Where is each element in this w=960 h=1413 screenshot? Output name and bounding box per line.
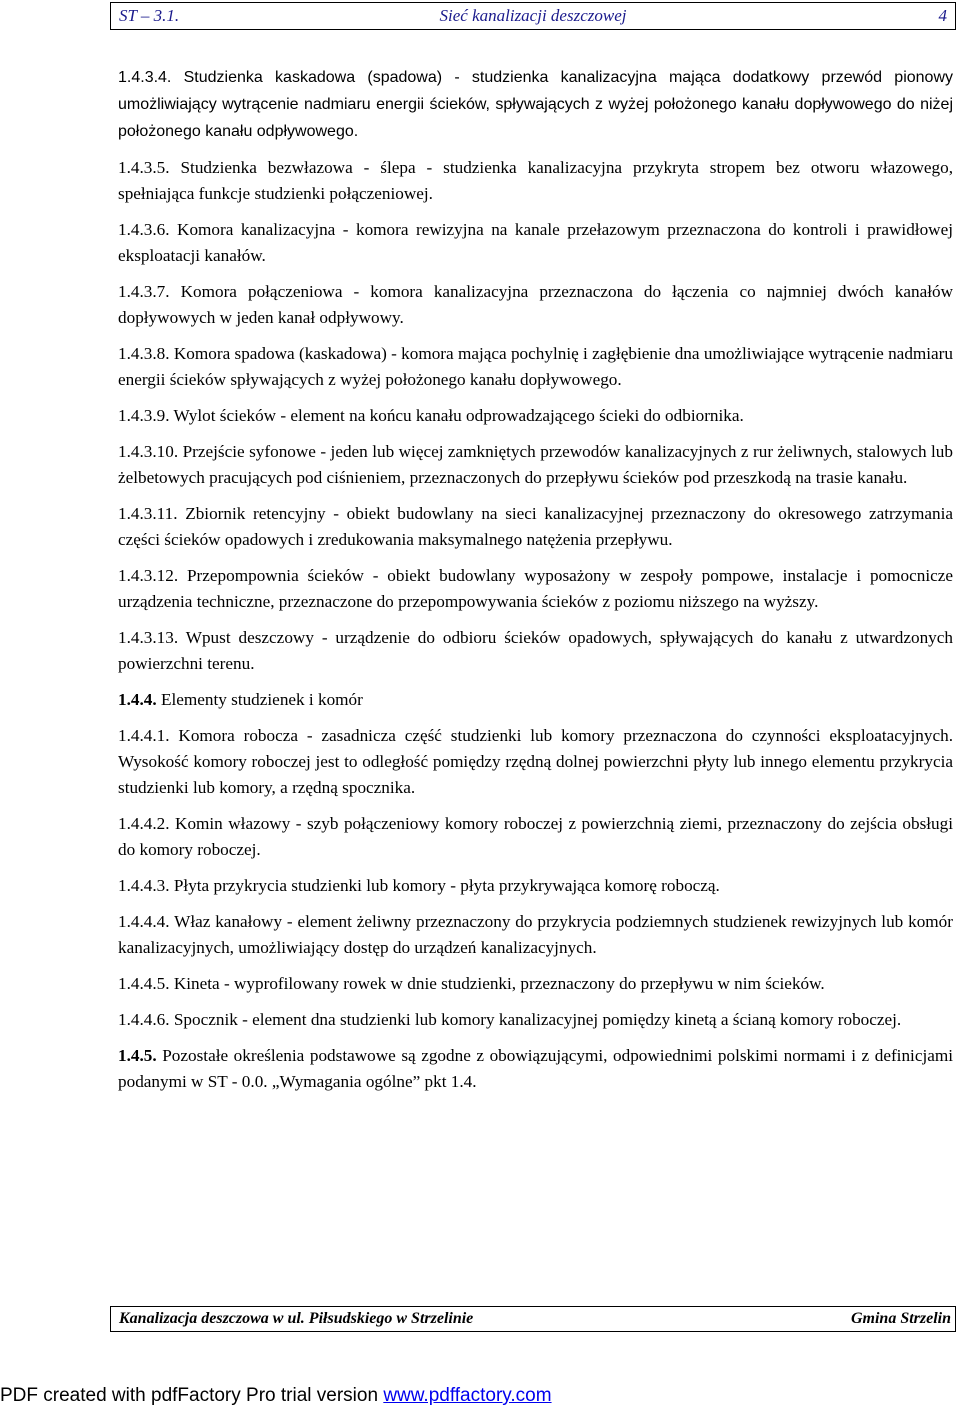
paragraph-1-4-4-4: 1.4.4.4. Właz kanałowy - element żeliwny przeznaczony do przykrycia podziemnych studzienek rewizyjnych lub komór kanalizacyjnych, umożliwiający dostęp do urządzeń kanalizacyjnych. bbox=[118, 912, 953, 957]
paragraph-1-4-3-6: 1.4.3.6. Komora kanalizacyjna - komora rewizyjna na kanale przełazowym przeznaczona do kontroli i prawidłowej eksploatacji kanałów. bbox=[118, 220, 953, 265]
footer-client: Gmina Strzelin bbox=[850, 1310, 951, 1327]
pdffactory-link[interactable]: www.pdffactory.com bbox=[383, 1385, 552, 1406]
paragraph-1-4-3-12: 1.4.3.12. Przepompownia ścieków - obiekt budowlany wyposażony w zespoły pompowe, instalacje i pomocnicze urządzenia techniczne, przeznaczone do przepompowywania ścieków z poziomu niższego na wyższy. bbox=[118, 566, 953, 611]
paragraph-1-4-3-8: 1.4.3.8. Komora spadowa (kaskadowa) - komora mająca pochylnię i zagłębienie dna umożliwiające wytrącenie nadmiaru energii ścieków spływających z wyżej położonego kanału dopływowego. bbox=[118, 344, 953, 389]
paragraph-1-4-3-10: 1.4.3.10. Przejście syfonowe - jeden lub więcej zamkniętych przewodów kanalizacyjnych z rur żeliwnych, stalowych lub żelbetowych pracujących pod ciśnieniem, przeznaczonych do przepływu ścieków pod przeszkodą na trasie kanału. bbox=[118, 442, 953, 487]
paragraph-1-4-3-4: 1.4.3.4. Studzienka kaskadowa (spadowa) - studzienka kanalizacyjna mająca dodatkowy przewód pionowy umożliwiający wytrącenie nadmiaru energii ścieków, spływających z wyżej położonego kanału dopływowego do niżej położonego kanału odpływowego. bbox=[118, 69, 953, 140]
paragraph-1-4-5: 1.4.5. Pozostałe określenia podstawowe są zgodne z obowiązującymi, odpowiednimi polskimi normami i z definicjami podanymi w ST - 0.0. „Wymagania ogólne” pkt 1.4. bbox=[118, 1046, 953, 1091]
footer-project-title: Kanalizacja deszczowa w ul. Piłsudskiego w Strzelinie bbox=[119, 1310, 474, 1327]
header-page-number: 4 bbox=[938, 6, 947, 25]
paragraph-1-4-4-1: 1.4.4.1. Komora robocza - zasadnicza część studzienki lub komory przeznaczona do czynności eksploatacyjnych. Wysokość komory roboczej jest to odległość pomiędzy rzędną dolnej powierzchni płyty lub innego elementu przykrycia studzienki lub komory, a rzędną spocznika. bbox=[118, 726, 953, 797]
header-title: Sieć kanalizacji deszczowej bbox=[439, 6, 627, 25]
page-header bbox=[110, 2, 956, 30]
paragraph-1-4-3-7: 1.4.3.7. Komora połączeniowa - komora kanalizacyjna przeznaczona do łączenia co najmniej dwóch kanałów dopływowych w jeden kanał odpływowy. bbox=[118, 282, 953, 327]
document-body bbox=[118, 64, 953, 1105]
paragraph-1-4-3-9: 1.4.3.9. Wylot ścieków - element na końcu kanału odprowadzającego ścieki do odbiornika. bbox=[118, 406, 744, 425]
header-spec-code: ST – 3.1. bbox=[119, 6, 180, 25]
pdf-banner-text: PDF created with pdfFactory Pro trial version bbox=[0, 1385, 384, 1406]
paragraph-1-4-4-3: 1.4.4.3. Płyta przykrycia studzienki lub komory - płyta przykrywająca komorę roboczą. bbox=[118, 876, 720, 895]
paragraph-1-4-4-2: 1.4.4.2. Komin włazowy - szyb połączeniowy komory roboczej z powierzchnią ziemi, przeznaczony do zejścia obsługi do komory roboczej. bbox=[118, 814, 953, 859]
pdf-watermark-banner bbox=[0, 1385, 552, 1407]
section-heading-1-4-4: 1.4.4. Elementy studzienek i komór bbox=[118, 690, 363, 709]
page-footer bbox=[110, 1306, 956, 1332]
paragraph-1-4-3-5: 1.4.3.5. Studzienka bezwłazowa - ślepa - studzienka kanalizacyjna przykryta stropem bez otworu włazowego, spełniająca funkcje studzienki połączeniowej. bbox=[118, 158, 953, 203]
paragraph-1-4-3-13: 1.4.3.13. Wpust deszczowy - urządzenie do odbioru ścieków opadowych, spływających do kanału z utwardzonych powierzchni terenu. bbox=[118, 628, 953, 673]
paragraph-1-4-4-6: 1.4.4.6. Spocznik - element dna studzienki lub komory kanalizacyjnej pomiędzy kinetą a ścianą komory roboczej. bbox=[118, 1010, 902, 1029]
paragraph-1-4-3-11: 1.4.3.11. Zbiornik retencyjny - obiekt budowlany na sieci kanalizacyjnej przeznaczony do okresowego zatrzymania części ścieków opadowych i zredukowania maksymalnego natężenia przepływu. bbox=[118, 504, 953, 549]
paragraph-1-4-4-5: 1.4.4.5. Kineta - wyprofilowany rowek w dnie studzienki, przeznaczony do przepływu w nim ścieków. bbox=[118, 974, 825, 993]
